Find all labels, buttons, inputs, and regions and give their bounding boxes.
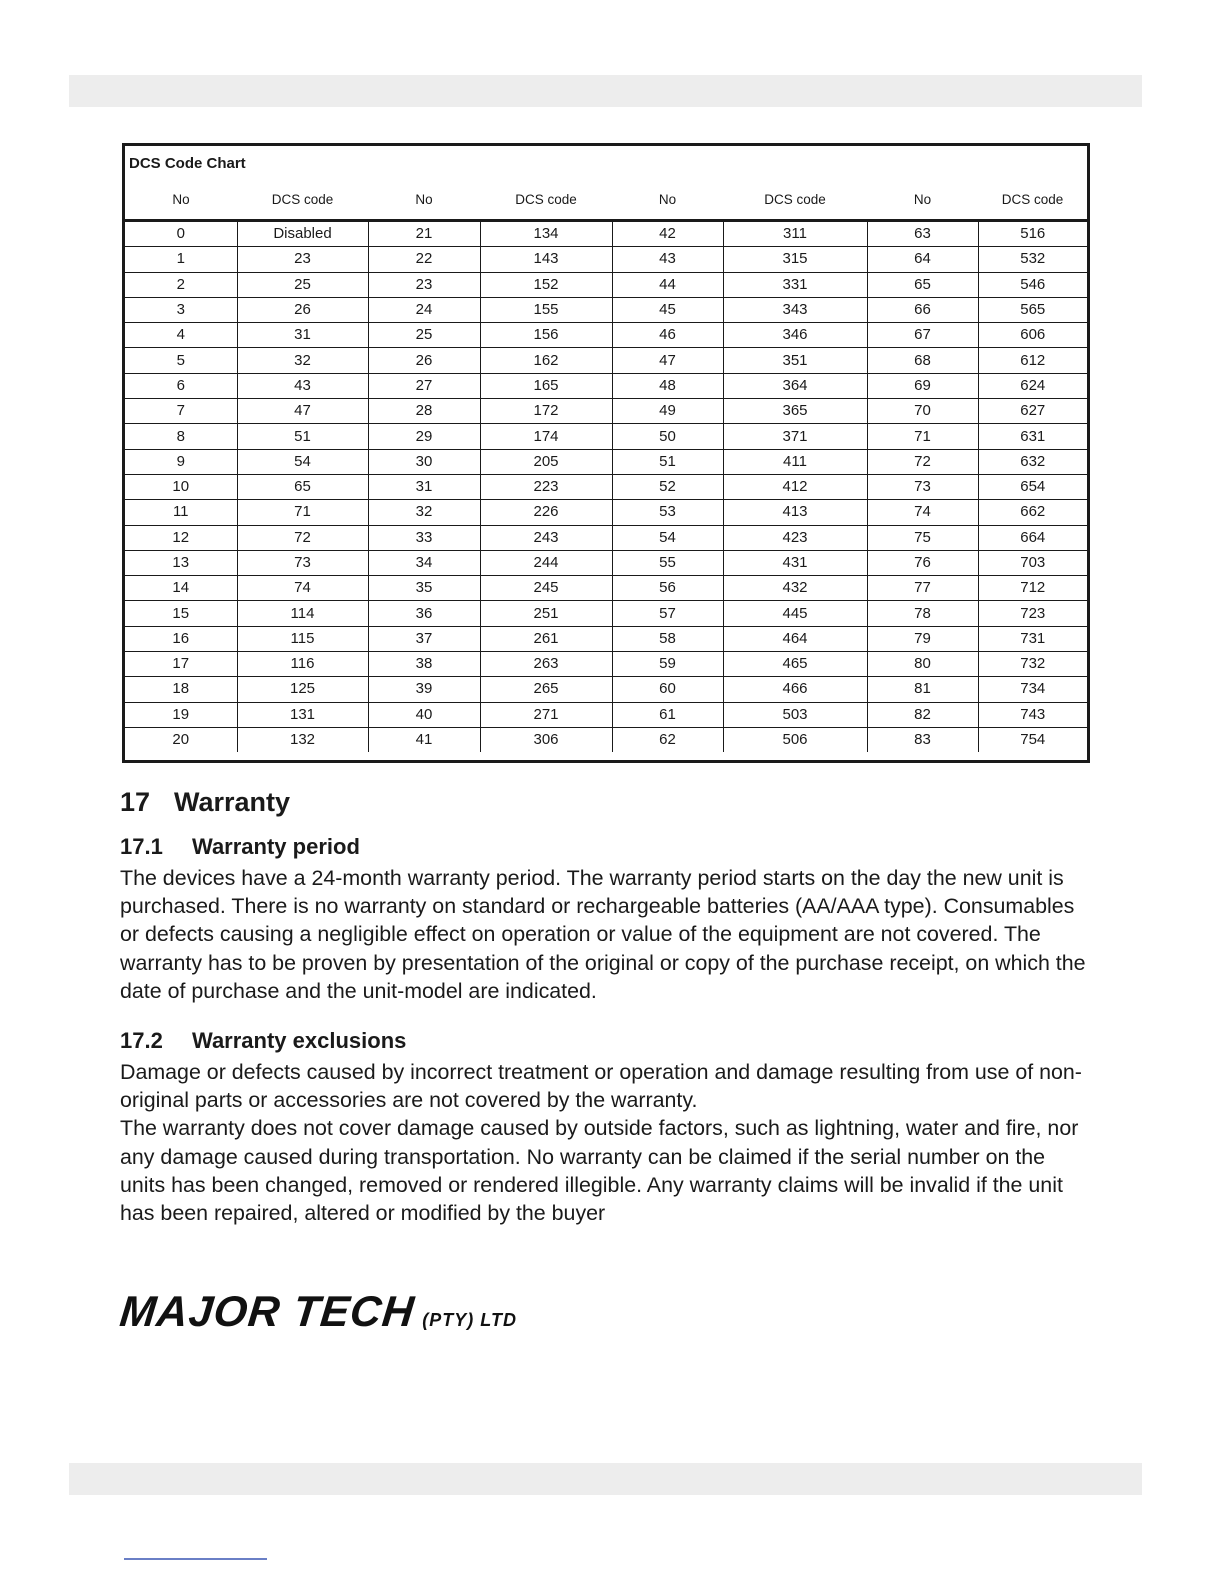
cell-dcs-code: 162 bbox=[480, 348, 612, 373]
warranty-exclusions-text bbox=[120, 1058, 1095, 1227]
cell-no: 72 bbox=[867, 449, 978, 474]
header-band bbox=[69, 75, 1142, 107]
cell-no: 38 bbox=[368, 652, 480, 677]
cell-no: 27 bbox=[368, 373, 480, 398]
cell-dcs-code: 32 bbox=[237, 348, 368, 373]
cell-no: 26 bbox=[368, 348, 480, 373]
cell-dcs-code: 165 bbox=[480, 373, 612, 398]
dcs-code-chart bbox=[122, 143, 1090, 763]
header-dcs-code: DCS code bbox=[1001, 192, 1064, 207]
cell-dcs-code: 654 bbox=[978, 474, 1087, 499]
cell-no: 83 bbox=[867, 727, 978, 752]
cell-no: 5 bbox=[125, 348, 237, 373]
cell-dcs-code: 331 bbox=[723, 272, 867, 297]
company-logo bbox=[117, 1288, 517, 1337]
cell-no: 16 bbox=[125, 626, 237, 651]
cell-no: 49 bbox=[612, 399, 723, 424]
footer-band bbox=[69, 1463, 1142, 1495]
paragraph: The devices have a 24-month warranty period. The warranty period starts on the day the new unit is purchased. There is no warranty on standard or rechargeable batteries (AA/AAA type). Consumables or defects causing a negligible effect on operation or value of the equipment are not covered. The warranty has to be proven by presentation of the original or copy of the purchase receipt, on which the date of purchase and the unit-model are indicated. bbox=[120, 866, 1086, 1003]
cell-no: 24 bbox=[368, 297, 480, 322]
cell-no: 47 bbox=[612, 348, 723, 373]
cell-no: 4 bbox=[125, 323, 237, 348]
cell-no: 64 bbox=[867, 247, 978, 272]
cell-dcs-code: 114 bbox=[237, 601, 368, 626]
cell-dcs-code: 172 bbox=[480, 399, 612, 424]
cell-dcs-code: 516 bbox=[978, 222, 1087, 247]
cell-dcs-code: 47 bbox=[237, 399, 368, 424]
cell-dcs-code: 754 bbox=[978, 727, 1087, 752]
cell-dcs-code: 226 bbox=[480, 500, 612, 525]
cell-dcs-code: 261 bbox=[480, 626, 612, 651]
cell-dcs-code: 251 bbox=[480, 601, 612, 626]
cell-dcs-code: 432 bbox=[723, 576, 867, 601]
table-row bbox=[125, 399, 1087, 424]
cell-no: 39 bbox=[368, 677, 480, 702]
cell-no: 78 bbox=[867, 601, 978, 626]
table-row bbox=[125, 500, 1087, 525]
subsection-heading-period bbox=[120, 834, 360, 860]
table-row bbox=[125, 601, 1087, 626]
cell-no: 32 bbox=[368, 500, 480, 525]
table-row bbox=[125, 576, 1087, 601]
cell-dcs-code: 43 bbox=[237, 373, 368, 398]
cell-dcs-code: 245 bbox=[480, 576, 612, 601]
cell-dcs-code: 503 bbox=[723, 702, 867, 727]
section-number: 17 bbox=[120, 787, 151, 817]
cell-no: 41 bbox=[368, 727, 480, 752]
cell-no: 62 bbox=[612, 727, 723, 752]
cell-dcs-code: 143 bbox=[480, 247, 612, 272]
cell-no: 61 bbox=[612, 702, 723, 727]
cell-no: 23 bbox=[368, 272, 480, 297]
table-row bbox=[125, 424, 1087, 449]
cell-no: 33 bbox=[368, 525, 480, 550]
table-row bbox=[125, 677, 1087, 702]
cell-no: 20 bbox=[125, 727, 237, 752]
cell-no: 22 bbox=[368, 247, 480, 272]
cell-dcs-code: Disabled bbox=[237, 222, 368, 247]
cell-dcs-code: 627 bbox=[978, 399, 1087, 424]
cell-no: 69 bbox=[867, 373, 978, 398]
subsection-title: Warranty exclusions bbox=[192, 1028, 407, 1053]
subsection-title: Warranty period bbox=[192, 834, 360, 859]
cell-no: 2 bbox=[125, 272, 237, 297]
link-underline bbox=[124, 1558, 267, 1560]
cell-dcs-code: 54 bbox=[237, 449, 368, 474]
cell-dcs-code: 65 bbox=[237, 474, 368, 499]
cell-no: 54 bbox=[612, 525, 723, 550]
cell-no: 15 bbox=[125, 601, 237, 626]
cell-dcs-code: 265 bbox=[480, 677, 612, 702]
cell-no: 77 bbox=[867, 576, 978, 601]
cell-dcs-code: 466 bbox=[723, 677, 867, 702]
cell-dcs-code: 343 bbox=[723, 297, 867, 322]
cell-dcs-code: 315 bbox=[723, 247, 867, 272]
cell-dcs-code: 465 bbox=[723, 652, 867, 677]
cell-dcs-code: 743 bbox=[978, 702, 1087, 727]
cell-dcs-code: 532 bbox=[978, 247, 1087, 272]
cell-no: 58 bbox=[612, 626, 723, 651]
cell-no: 63 bbox=[867, 222, 978, 247]
header-dcs-code: DCS code bbox=[515, 192, 577, 207]
cell-dcs-code: 411 bbox=[723, 449, 867, 474]
cell-no: 30 bbox=[368, 449, 480, 474]
cell-dcs-code: 546 bbox=[978, 272, 1087, 297]
cell-dcs-code: 51 bbox=[237, 424, 368, 449]
cell-dcs-code: 73 bbox=[237, 550, 368, 575]
cell-no: 6 bbox=[125, 373, 237, 398]
logo-sub: (PTY) LTD bbox=[422, 1310, 517, 1330]
table-row bbox=[125, 222, 1087, 247]
cell-no: 40 bbox=[368, 702, 480, 727]
cell-dcs-code: 72 bbox=[237, 525, 368, 550]
cell-dcs-code: 364 bbox=[723, 373, 867, 398]
cell-no: 12 bbox=[125, 525, 237, 550]
cell-no: 79 bbox=[867, 626, 978, 651]
cell-no: 19 bbox=[125, 702, 237, 727]
table-row bbox=[125, 272, 1087, 297]
cell-dcs-code: 74 bbox=[237, 576, 368, 601]
cell-dcs-code: 71 bbox=[237, 500, 368, 525]
cell-dcs-code: 223 bbox=[480, 474, 612, 499]
cell-no: 21 bbox=[368, 222, 480, 247]
cell-no: 82 bbox=[867, 702, 978, 727]
cell-dcs-code: 174 bbox=[480, 424, 612, 449]
chart-header-row bbox=[125, 190, 1087, 212]
paragraph: Damage or defects caused by incorrect treatment or operation and damage resulting from use of non-original parts or accessories are not covered by the warranty. bbox=[120, 1060, 1082, 1113]
chart-title: DCS Code Chart bbox=[129, 155, 246, 172]
cell-no: 35 bbox=[368, 576, 480, 601]
cell-no: 10 bbox=[125, 474, 237, 499]
cell-dcs-code: 445 bbox=[723, 601, 867, 626]
cell-dcs-code: 155 bbox=[480, 297, 612, 322]
cell-no: 8 bbox=[125, 424, 237, 449]
cell-no: 75 bbox=[867, 525, 978, 550]
cell-dcs-code: 351 bbox=[723, 348, 867, 373]
cell-no: 0 bbox=[125, 222, 237, 247]
cell-dcs-code: 606 bbox=[978, 323, 1087, 348]
cell-no: 68 bbox=[867, 348, 978, 373]
cell-no: 74 bbox=[867, 500, 978, 525]
cell-no: 81 bbox=[867, 677, 978, 702]
cell-no: 70 bbox=[867, 399, 978, 424]
cell-no: 43 bbox=[612, 247, 723, 272]
cell-dcs-code: 412 bbox=[723, 474, 867, 499]
table-row bbox=[125, 474, 1087, 499]
cell-dcs-code: 243 bbox=[480, 525, 612, 550]
cell-dcs-code: 565 bbox=[978, 297, 1087, 322]
cell-dcs-code: 506 bbox=[723, 727, 867, 752]
subsection-heading-exclusions bbox=[120, 1028, 406, 1054]
header-no: No bbox=[415, 192, 433, 207]
cell-no: 29 bbox=[368, 424, 480, 449]
cell-no: 52 bbox=[612, 474, 723, 499]
cell-no: 34 bbox=[368, 550, 480, 575]
subsection-number: 17.1 bbox=[120, 834, 163, 859]
cell-dcs-code: 734 bbox=[978, 677, 1087, 702]
cell-dcs-code: 156 bbox=[480, 323, 612, 348]
header-dcs-code: DCS code bbox=[271, 192, 334, 207]
table-row bbox=[125, 297, 1087, 322]
cell-dcs-code: 712 bbox=[978, 576, 1087, 601]
cell-no: 46 bbox=[612, 323, 723, 348]
cell-dcs-code: 115 bbox=[237, 626, 368, 651]
cell-dcs-code: 346 bbox=[723, 323, 867, 348]
cell-no: 66 bbox=[867, 297, 978, 322]
section-heading bbox=[120, 787, 290, 818]
cell-dcs-code: 152 bbox=[480, 272, 612, 297]
cell-dcs-code: 371 bbox=[723, 424, 867, 449]
header-dcs-code: DCS code bbox=[764, 192, 826, 207]
dcs-code-table bbox=[125, 222, 1087, 752]
cell-dcs-code: 731 bbox=[978, 626, 1087, 651]
cell-no: 45 bbox=[612, 297, 723, 322]
cell-dcs-code: 632 bbox=[978, 449, 1087, 474]
cell-dcs-code: 26 bbox=[237, 297, 368, 322]
cell-no: 37 bbox=[368, 626, 480, 651]
header-no: No bbox=[658, 192, 677, 207]
cell-no: 7 bbox=[125, 399, 237, 424]
cell-no: 42 bbox=[612, 222, 723, 247]
cell-dcs-code: 125 bbox=[237, 677, 368, 702]
table-row bbox=[125, 652, 1087, 677]
cell-no: 13 bbox=[125, 550, 237, 575]
cell-no: 60 bbox=[612, 677, 723, 702]
cell-dcs-code: 271 bbox=[480, 702, 612, 727]
cell-no: 18 bbox=[125, 677, 237, 702]
table-row bbox=[125, 348, 1087, 373]
cell-no: 65 bbox=[867, 272, 978, 297]
cell-dcs-code: 413 bbox=[723, 500, 867, 525]
cell-no: 9 bbox=[125, 449, 237, 474]
cell-dcs-code: 423 bbox=[723, 525, 867, 550]
subsection-number: 17.2 bbox=[120, 1028, 163, 1053]
cell-dcs-code: 205 bbox=[480, 449, 612, 474]
cell-no: 80 bbox=[867, 652, 978, 677]
header-no: No bbox=[172, 192, 190, 207]
header-no: No bbox=[913, 192, 932, 207]
cell-no: 67 bbox=[867, 323, 978, 348]
cell-no: 28 bbox=[368, 399, 480, 424]
table-row bbox=[125, 727, 1087, 752]
table-row bbox=[125, 323, 1087, 348]
cell-dcs-code: 732 bbox=[978, 652, 1087, 677]
cell-dcs-code: 464 bbox=[723, 626, 867, 651]
cell-dcs-code: 25 bbox=[237, 272, 368, 297]
warranty-period-text bbox=[120, 864, 1095, 1005]
cell-no: 51 bbox=[612, 449, 723, 474]
cell-no: 31 bbox=[368, 474, 480, 499]
cell-dcs-code: 311 bbox=[723, 222, 867, 247]
cell-dcs-code: 132 bbox=[237, 727, 368, 752]
logo-main: MAJOR TECH bbox=[117, 1288, 417, 1336]
cell-dcs-code: 664 bbox=[978, 525, 1087, 550]
cell-no: 50 bbox=[612, 424, 723, 449]
cell-no: 53 bbox=[612, 500, 723, 525]
cell-no: 17 bbox=[125, 652, 237, 677]
cell-no: 71 bbox=[867, 424, 978, 449]
cell-dcs-code: 723 bbox=[978, 601, 1087, 626]
cell-no: 56 bbox=[612, 576, 723, 601]
cell-dcs-code: 134 bbox=[480, 222, 612, 247]
cell-no: 36 bbox=[368, 601, 480, 626]
cell-dcs-code: 431 bbox=[723, 550, 867, 575]
cell-no: 55 bbox=[612, 550, 723, 575]
cell-no: 57 bbox=[612, 601, 723, 626]
table-row bbox=[125, 550, 1087, 575]
cell-dcs-code: 365 bbox=[723, 399, 867, 424]
cell-dcs-code: 131 bbox=[237, 702, 368, 727]
table-row bbox=[125, 373, 1087, 398]
cell-dcs-code: 631 bbox=[978, 424, 1087, 449]
cell-dcs-code: 612 bbox=[978, 348, 1087, 373]
cell-dcs-code: 263 bbox=[480, 652, 612, 677]
cell-dcs-code: 662 bbox=[978, 500, 1087, 525]
cell-dcs-code: 306 bbox=[480, 727, 612, 752]
section-title: Warranty bbox=[174, 787, 291, 817]
cell-dcs-code: 31 bbox=[237, 323, 368, 348]
cell-no: 11 bbox=[125, 500, 237, 525]
cell-no: 48 bbox=[612, 373, 723, 398]
table-row bbox=[125, 702, 1087, 727]
table-row bbox=[125, 449, 1087, 474]
table-row bbox=[125, 247, 1087, 272]
table-row bbox=[125, 525, 1087, 550]
cell-no: 44 bbox=[612, 272, 723, 297]
cell-dcs-code: 703 bbox=[978, 550, 1087, 575]
cell-no: 3 bbox=[125, 297, 237, 322]
cell-no: 76 bbox=[867, 550, 978, 575]
cell-no: 59 bbox=[612, 652, 723, 677]
table-row bbox=[125, 626, 1087, 651]
paragraph: The warranty does not cover damage caused by outside factors, such as lightning, water and fire, nor any damage caused during transportation. No warranty can be claimed if the serial number on the units has been changed, removed or rendered illegible. Any warranty claims will be invalid if the unit has been repaired, altered or modified by the buyer bbox=[120, 1116, 1079, 1226]
cell-dcs-code: 624 bbox=[978, 373, 1087, 398]
cell-dcs-code: 116 bbox=[237, 652, 368, 677]
cell-no: 73 bbox=[867, 474, 978, 499]
cell-dcs-code: 23 bbox=[237, 247, 368, 272]
cell-dcs-code: 244 bbox=[480, 550, 612, 575]
cell-no: 25 bbox=[368, 323, 480, 348]
cell-no: 14 bbox=[125, 576, 237, 601]
cell-no: 1 bbox=[125, 247, 237, 272]
